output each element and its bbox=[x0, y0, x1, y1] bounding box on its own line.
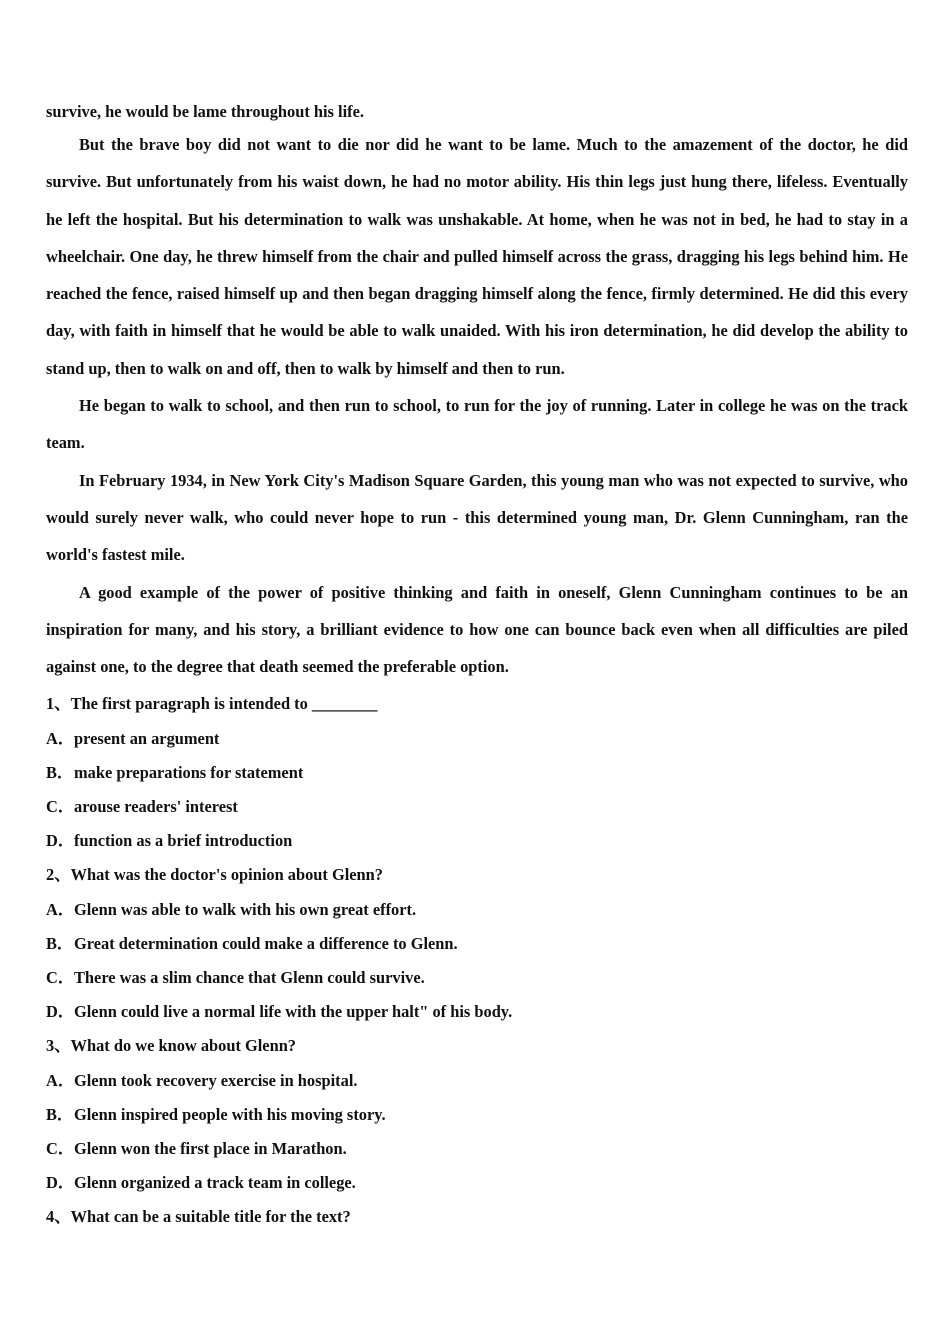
option-text: Glenn could live a normal life with the upper halt" of his body. bbox=[74, 1002, 513, 1022]
option-text: function as a brief introduction bbox=[74, 831, 293, 851]
question-2-option-b bbox=[46, 927, 908, 961]
question-1-stem: 1、The first paragraph is intended to ________ bbox=[46, 694, 378, 714]
option-letter: B． bbox=[46, 1104, 74, 1124]
question-2-option-a bbox=[46, 893, 908, 927]
option-letter: D． bbox=[46, 1173, 75, 1193]
reading-passage bbox=[46, 98, 908, 685]
passage-paragraph-1: survive, he would be lame throughout his life. bbox=[46, 102, 364, 121]
question-3-option-b bbox=[46, 1098, 908, 1132]
question-3-option-d bbox=[46, 1166, 908, 1200]
option-text: Glenn took recovery exercise in hospital. bbox=[74, 1070, 358, 1090]
passage-paragraph-2: But the brave boy did not want to die nor did he want to be lame. Much to the amazement of the doctor, he did survive. But unfortunately from his waist down, he had no motor ability. His thin legs just hung there, lifeless. Eventually he left the hospital. But his determination to walk was unshakable. At home, when he was not in bed, he had to stay in a wheelchair. One day, he threw himself from the chair and pulled himself across the grass, dragging his legs behind him. He reached the fence, raised himself up and then began dragging himself along the fence, firmly determined. He did this every day, with faith in himself that he would be able to walk unaided. With his iron determination, he did develop the ability to stand up, then to walk on and off, then to walk by himself and then to run. bbox=[46, 135, 908, 378]
option-letter: B． bbox=[46, 762, 74, 782]
option-letter: A． bbox=[46, 728, 75, 748]
option-letter: A． bbox=[46, 1070, 75, 1090]
question-1-option-d bbox=[46, 824, 908, 858]
option-text: present an argument bbox=[74, 728, 220, 748]
question-2-option-d bbox=[46, 995, 908, 1029]
question-4-stem: 4、What can be a suitable title for the text? bbox=[46, 1207, 351, 1227]
passage-paragraph-5: A good example of the power of positive thinking and faith in oneself, Glenn Cunningham continues to be an inspiration for many, and his story, a brilliant evidence to how one can bounce back even when all difficulties are piled against one, to the degree that death seemed the preferable option. bbox=[46, 582, 908, 677]
question-3-option-c bbox=[46, 1132, 908, 1166]
question-1-option-a bbox=[46, 722, 908, 756]
option-letter: D． bbox=[46, 1002, 75, 1022]
option-text: Glenn was able to walk with his own great effort. bbox=[74, 899, 417, 919]
option-text: Glenn won the first place in Marathon. bbox=[74, 1138, 347, 1158]
option-text: make preparations for statement bbox=[74, 762, 304, 782]
question-1-option-b bbox=[46, 756, 908, 790]
option-letter: B． bbox=[46, 933, 74, 953]
question-3-option-a bbox=[46, 1064, 908, 1098]
option-text: Great determination could make a difference to Glenn. bbox=[74, 933, 458, 953]
question-2-stem: 2、What was the doctor's opinion about Glenn? bbox=[46, 865, 383, 885]
question-2-option-c bbox=[46, 961, 908, 995]
option-text: Glenn inspired people with his moving story. bbox=[74, 1104, 386, 1124]
option-text: Glenn organized a track team in college. bbox=[74, 1173, 356, 1193]
option-letter: C． bbox=[46, 967, 75, 987]
option-letter: C． bbox=[46, 1138, 75, 1158]
option-text: There was a slim chance that Glenn could survive. bbox=[74, 967, 425, 987]
option-letter: D． bbox=[46, 831, 75, 851]
option-text: arouse readers' interest bbox=[74, 797, 238, 817]
question-1-option-c bbox=[46, 790, 908, 824]
document-page bbox=[46, 98, 908, 1234]
passage-paragraph-4: In February 1934, in New York City's Madison Square Garden, this young man who was not expected to survive, who would surely never walk, who could never hope to run - this determined young man, Dr. Glenn Cunningham, ran the world's fastest mile. bbox=[46, 470, 908, 565]
question-list bbox=[46, 687, 908, 1234]
question-3-stem: 3、What do we know about Glenn? bbox=[46, 1036, 297, 1056]
passage-paragraph-3: He began to walk to school, and then run to school, to run for the joy of running. Later in college he was on the track team. bbox=[46, 396, 908, 453]
option-letter: C． bbox=[46, 797, 75, 817]
option-letter: A． bbox=[46, 899, 75, 919]
